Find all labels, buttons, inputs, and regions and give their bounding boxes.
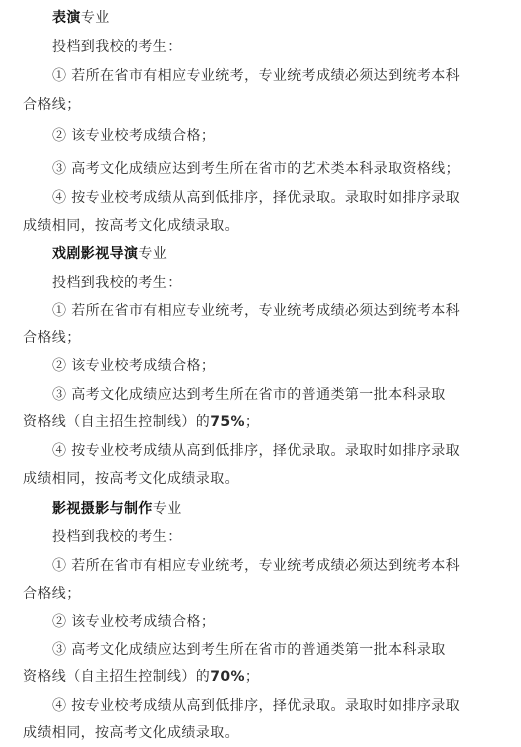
section-title-bold: 表演: [52, 10, 81, 26]
section-intro: 投档到我校的考生：: [52, 529, 182, 545]
item-text: 该专业校考成绩合格；: [71, 614, 216, 630]
item-text: 高考文化成绩应达到考生所在省市的普通类第一批本科录取: [71, 642, 446, 658]
section-title-bold: 影视摄影与制作: [52, 501, 153, 517]
list-item: [52, 612, 215, 632]
list-item: [52, 640, 446, 660]
item-text: 按专业校考成绩从高到低排序，择优录取。录取时如排序录取: [71, 190, 461, 206]
list-item: [52, 696, 460, 716]
section-intro: 投档到我校的考生：: [52, 39, 182, 55]
item-text: 若所在省市有相应专业统考，专业统考成绩必须达到统考本科: [71, 68, 461, 84]
item-marker: ③: [52, 387, 67, 403]
section-intro: 投档到我校的考生：: [52, 275, 182, 291]
item-text: 该专业校考成绩合格；: [71, 358, 216, 374]
list-item: [52, 159, 460, 179]
section-title-suffix: 专业: [152, 501, 182, 517]
item-continuation: 合格线；: [23, 586, 81, 602]
item-marker: ②: [52, 614, 67, 630]
item-text: 资格线（自主招生控制线）的: [23, 669, 211, 685]
item-marker: ④: [52, 190, 67, 206]
list-item: [52, 66, 460, 86]
percentage-value: 70%: [210, 669, 245, 685]
section-title-performance: [52, 8, 110, 28]
item-text: ；: [244, 669, 260, 685]
item-marker: ②: [52, 128, 67, 144]
list-item: [52, 385, 446, 405]
percentage-value: 75%: [210, 414, 245, 430]
item-text: 该专业校考成绩合格；: [71, 128, 216, 144]
section-title-suffix: 专业: [80, 10, 110, 26]
section-title-bold: 戏剧影视导演: [52, 246, 139, 262]
item-text: 若所在省市有相应专业统考，专业统考成绩必须达到统考本科: [71, 303, 461, 319]
item-text: 按专业校考成绩从高到低排序，择优录取。录取时如排序录取: [71, 443, 461, 459]
list-item: [52, 556, 460, 576]
section-title-suffix: 专业: [138, 246, 168, 262]
list-item: [52, 301, 460, 321]
item-text: 高考文化成绩应达到考生所在省市的普通类第一批本科录取: [71, 387, 446, 403]
item-continuation: 成绩相同，按高考文化成绩录取。: [23, 725, 239, 741]
item-text: ；: [244, 414, 260, 430]
item-continuation: [23, 412, 259, 432]
list-item: [52, 126, 215, 146]
item-continuation: 成绩相同，按高考文化成绩录取。: [23, 471, 239, 487]
list-item: [52, 441, 460, 461]
item-text: 按专业校考成绩从高到低排序，择优录取。录取时如排序录取: [71, 698, 461, 714]
item-continuation: [23, 667, 259, 687]
item-marker: ③: [52, 161, 67, 177]
section-title-directing: [52, 244, 167, 264]
item-marker: ④: [52, 443, 67, 459]
item-text: 资格线（自主招生控制线）的: [23, 414, 211, 430]
item-marker: ②: [52, 358, 67, 374]
item-continuation: 合格线；: [23, 330, 81, 346]
item-text: 若所在省市有相应专业统考，专业统考成绩必须达到统考本科: [71, 558, 461, 574]
item-marker: ①: [52, 303, 67, 319]
item-marker: ④: [52, 698, 67, 714]
item-marker: ①: [52, 68, 67, 84]
item-text: 高考文化成绩应达到考生所在省市的艺术类本科录取资格线；: [71, 161, 461, 177]
list-item: [52, 188, 460, 208]
item-continuation: 合格线；: [23, 97, 81, 113]
section-title-cinematography: [52, 499, 182, 519]
item-marker: ①: [52, 558, 67, 574]
list-item: [52, 356, 215, 376]
item-continuation: 成绩相同，按高考文化成绩录取。: [23, 218, 239, 234]
item-marker: ③: [52, 642, 67, 658]
